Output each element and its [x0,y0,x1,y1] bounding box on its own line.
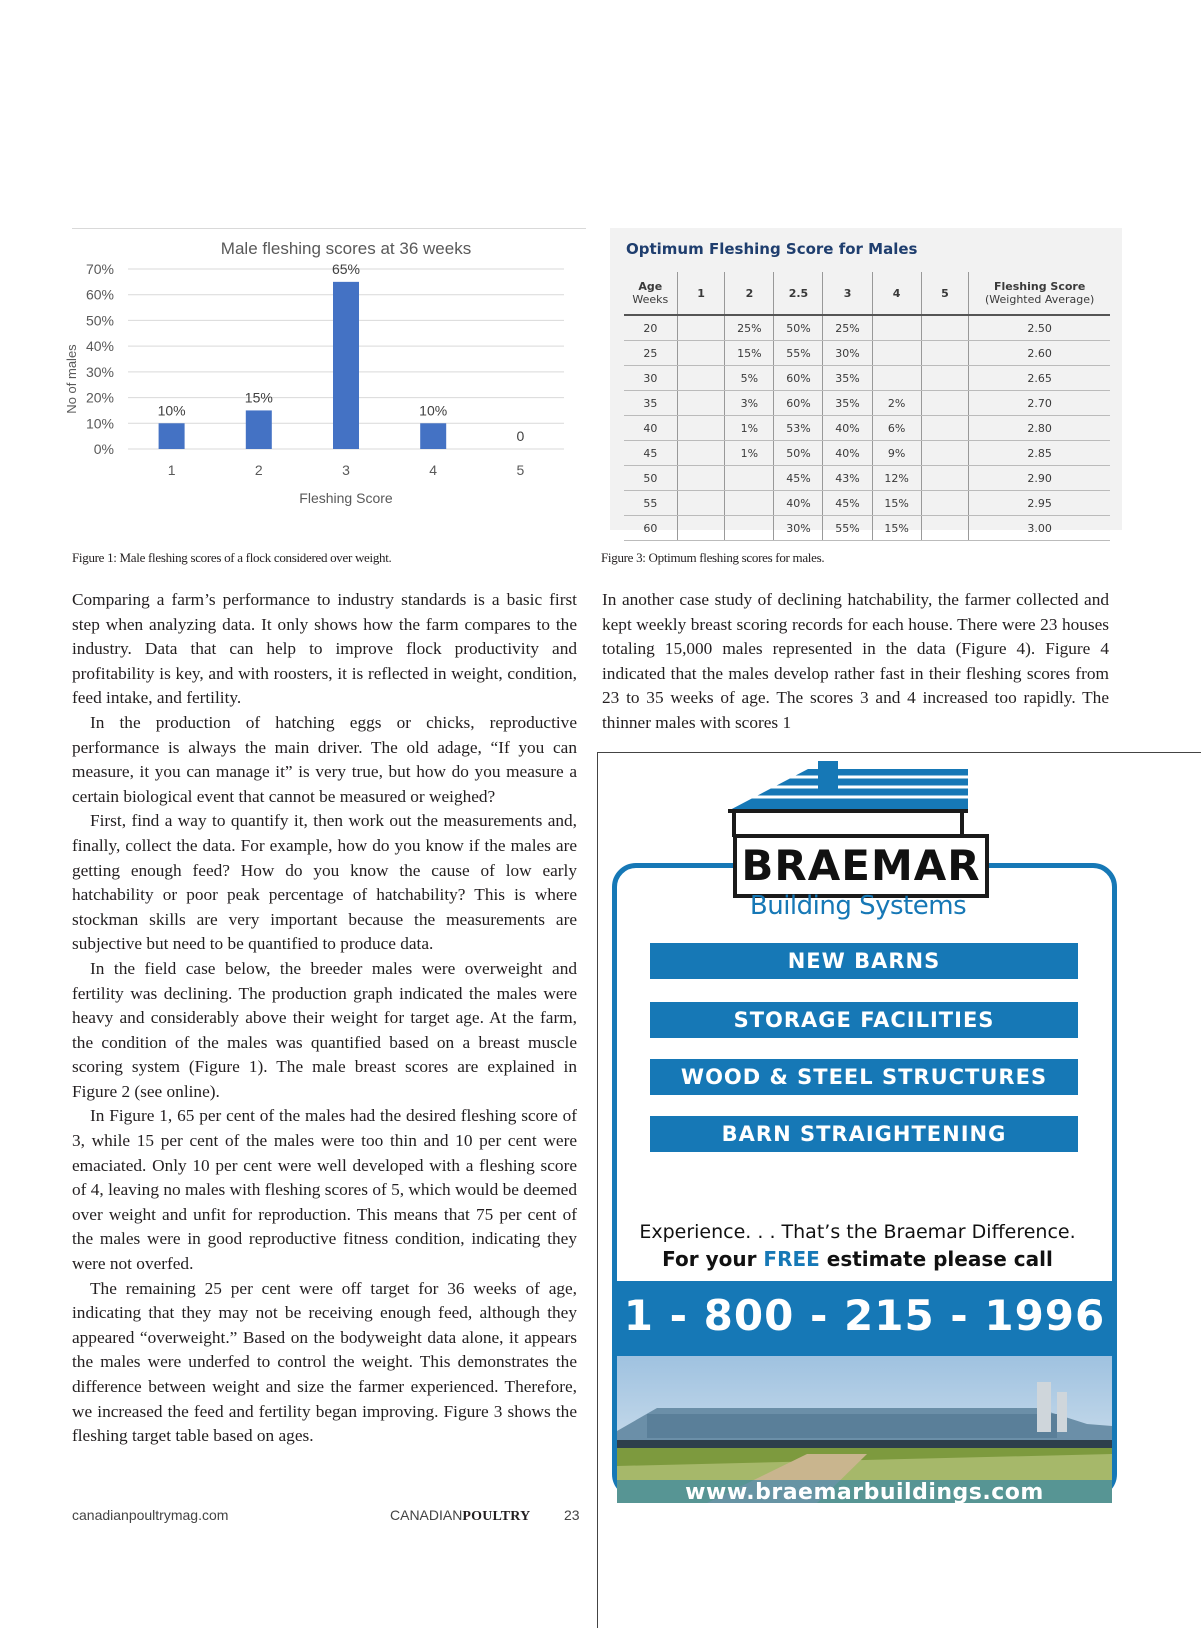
table-cell [921,516,969,541]
table-header-cell [921,272,969,315]
table-cell: 25% [823,315,872,341]
chart-title: Male fleshing scores at 36 weeks [220,239,472,258]
table-cell: 35% [823,366,872,391]
table-cell [872,315,921,341]
table-cell: 6% [872,416,921,441]
table-row [624,466,1110,491]
header-main: 1 [697,286,705,300]
table-header-row [624,272,1110,315]
table-cell: 2.95 [969,491,1110,516]
data-label: 0 [516,428,525,444]
data-label: 10% [419,402,448,419]
x-tick-label: 2 [254,462,263,478]
table-cell: 55% [774,341,823,366]
header-main: 5 [941,286,949,300]
fleshing-score-table [624,272,1110,541]
table-cell: 50% [774,315,823,341]
table-cell: 60% [774,366,823,391]
table-cell: 2.60 [969,341,1110,366]
chart-bar [159,423,185,449]
table-cell: 3% [725,391,774,416]
article-paragraph: In the field case below, the breeder males were overweight and fertility was declining. The production graph indicated the males were heavy and considerably above their weight for target age. At the farm, the condition of the males was quantified based on a breast muscle scoring system (Figure 1). The male breast scores are explained in Figure 2 (see online). [72,958,577,1101]
x-tick-label: 5 [516,462,525,478]
table-cell [677,341,725,366]
table-cell: 5% [725,366,774,391]
table-row [624,366,1110,391]
header-main: 4 [892,286,901,300]
table-cell [872,341,921,366]
data-label: 65% [331,260,361,277]
figure-1-caption: Figure 1: Male fleshing scores of a flock considered over weight. [72,550,392,565]
table-row [624,441,1110,466]
article-column-left [72,588,577,1449]
table-cell: 1% [725,441,774,466]
ad-call-to-action [598,1247,1117,1271]
header-main: 2 [745,286,754,300]
footer-website: canadianpoultrymag.com [72,1507,229,1523]
table-body [624,315,1110,541]
service-bar-new-barns: NEW BARNS [650,943,1078,979]
table-cell: 2.70 [969,391,1110,416]
x-tick-label: 3 [342,462,350,478]
table-cell [921,441,969,466]
y-tick-label: 0% [93,441,114,457]
table-cell [921,491,969,516]
cta-pre: For your [662,1247,757,1271]
table-cell: 40% [774,491,823,516]
page-number: 23 [564,1507,580,1523]
table-cell [677,466,725,491]
header-main: Age [638,280,663,293]
table-cell: 45 [624,441,677,466]
y-tick-label: 20% [85,389,114,406]
x-tick-label: 4 [429,462,438,478]
braemar-logo [733,834,989,898]
y-tick-label: 50% [85,312,114,329]
table-cell: 35 [624,391,677,416]
table-cell: 60% [774,391,823,416]
table-cell: 2% [872,391,921,416]
article-paragraph: Comparing a farm’s performance to industry standards is a basic first step when analyzing data. It only shows how the farm compares to the industry. Data that can help to improve flock productivity and profitability is key, and with roosters, it is reflected in weight, condition, feed intake, and fertility. [72,590,577,708]
table-cell: 43% [823,466,872,491]
table-cell: 25 [624,341,677,366]
table-cell: 2.80 [969,416,1110,441]
footer-mag-light: CANADIAN [390,1507,463,1523]
header-sub: (Weighted Average) [984,293,1095,306]
table-row [624,416,1110,441]
x-tick-label: 1 [167,462,176,478]
table-row [624,341,1110,366]
table-cell [677,416,725,441]
y-tick-label: 70% [85,261,114,277]
table-cell: 2.90 [969,466,1110,491]
data-label: 10% [157,402,186,419]
footer-magazine-name [390,1507,530,1525]
table-cell: 40% [823,416,872,441]
table-cell: 3.00 [969,516,1110,541]
table-cell [677,491,725,516]
article-paragraph: First, find a way to quantify it, then work out the measurements and, finally, collect the data. For example, how do you know if the males are getting enough feed? How do you know the cause of low early hatchability or poor peak percentage of hatchability? This is where stockman skills are very important because the measurements are subjective but need to be quantified to produce data. [72,811,577,954]
table-cell: 30% [774,516,823,541]
table-cell: 2.50 [969,315,1110,341]
table-header-cell [725,272,774,315]
table-header-cell [677,272,725,315]
y-tick-label: 40% [85,338,114,355]
service-bar-straightening: BARN STRAIGHTENING [650,1116,1078,1152]
table-cell: 20 [624,315,677,341]
table-header-cell [823,272,872,315]
table-cell: 50 [624,466,677,491]
y-tick-label: 60% [85,286,114,303]
table-cell [677,391,725,416]
ad-website-link[interactable]: www.braemarbuildings.com [685,1480,1044,1505]
table-cell [677,315,725,341]
y-tick-label: 10% [85,415,114,432]
fleshing-bar-chart [64,229,586,527]
brand-subtitle: Building Systems [749,891,967,921]
table-cell: 2.85 [969,441,1110,466]
y-axis-label: No of males [64,344,79,414]
table-cell: 40% [823,441,872,466]
table-cell: 12% [872,466,921,491]
table-cell: 2.65 [969,366,1110,391]
table-cell: 55% [823,516,872,541]
table-cell: 45% [823,491,872,516]
table-row [624,391,1110,416]
header-main: Fleshing Score [993,280,1086,293]
table-row [624,491,1110,516]
table-cell [921,466,969,491]
table-cell [677,366,725,391]
figure-3-table-panel [610,228,1122,535]
article-paragraph: The remaining 25 per cent were off target for 36 weeks of age, indicating that they may not be receiving enough feed, although they appeared “overweight.” Based on the bodyweight data alone, it appears the males were underfed to control the weight. This demonstrates the difference between weight and size the farmer experienced. Therefore, we increased the feed and fertility began improving. Figure 3 shows the fleshing target table based on ages. [72,1278,577,1446]
table-cell [677,441,725,466]
y-tick-label: 30% [85,363,114,380]
table-cell: 15% [872,516,921,541]
braemar-advertisement[interactable] [597,752,1201,1628]
table-cell: 25% [725,315,774,341]
chart-bar [420,423,446,449]
table-cell [921,391,969,416]
article-column-right [602,588,1109,736]
chart-bar [246,410,272,449]
header-main: 3 [843,286,852,300]
cta-post: estimate please call [826,1247,1053,1271]
table-cell: 53% [774,416,823,441]
table-header-cell [624,272,677,315]
table-cell [872,366,921,391]
brand-name: BRAEMAR [741,841,981,890]
article-paragraph: In Figure 1, 65 per cent of the males had the desired fleshing score of 3, while 15 per cent of the males were too thin and 10 per cent were emaciated. Only 10 per cent were well developed with a fleshing score of 4, leaving no males with fleshing scores of 5, which would be deemed over weight and unfit for reproduction. This means that 75 per cent of the males were in good reproductive fitness condition, indicating they were not overfed. [72,1106,577,1274]
figure-3-caption: Figure 3: Optimum fleshing scores for males. [601,550,825,565]
table-cell: 35% [823,391,872,416]
service-bar-structures: WOOD & STEEL STRUCTURES [650,1059,1078,1095]
header-sub: Weeks [632,293,669,306]
table-cell: 15% [725,341,774,366]
service-bar-storage: STORAGE FACILITIES [650,1002,1078,1038]
article-paragraph: In the production of hatching eggs or chicks, reproductive performance is always the main driver. The old adage, “If you can measure, it you can manage it” is very true, but how do you measure a certain biological event that cannot be measured or weighed? [72,712,577,806]
table-cell: 9% [872,441,921,466]
table-cell: 30% [823,341,872,366]
figure-3-title: Optimum Fleshing Score for Males [626,240,918,258]
figure-1-chart [64,228,586,527]
chart-bar [333,282,359,449]
table-cell [921,315,969,341]
table-header-cell [774,272,823,315]
table-header-cell [872,272,921,315]
table-cell [725,466,774,491]
table-row [624,516,1110,541]
cta-free: FREE [763,1247,820,1271]
data-label: 15% [244,389,273,406]
table-cell [921,341,969,366]
table-cell: 45% [774,466,823,491]
footer-mag-bold: POULTRY [462,1509,531,1524]
table-cell: 15% [872,491,921,516]
table-cell: 60 [624,516,677,541]
table-header-cell [969,272,1110,315]
article-paragraph: In another case study of declining hatchability, the farmer collected and kept weekly breast scoring records for each house. There were 23 houses totaling 15,000 males represented in the data (Figure 4). Figure 4 indicated that the males develop rather fast in their fleshing scores from 23 to 35 weeks of age. The scores 3 and 4 increased too rapidly. The thinner males with scores 1 [602,590,1109,732]
table-cell: 50% [774,441,823,466]
table-cell: 40 [624,416,677,441]
table-cell: 30 [624,366,677,391]
x-axis-label: Fleshing Score [299,490,393,506]
table-cell [677,516,725,541]
table-cell [921,366,969,391]
table-cell: 55 [624,491,677,516]
table-cell [725,491,774,516]
table-cell [725,516,774,541]
table-row [624,315,1110,341]
table-cell [921,416,969,441]
phone-number[interactable]: 1 - 800 - 215 - 1996 [623,1291,1106,1340]
table-cell: 1% [725,416,774,441]
header-main: 2.5 [788,286,809,300]
ad-tagline: Experience. . . That’s the Braemar Difference. [639,1221,1076,1243]
